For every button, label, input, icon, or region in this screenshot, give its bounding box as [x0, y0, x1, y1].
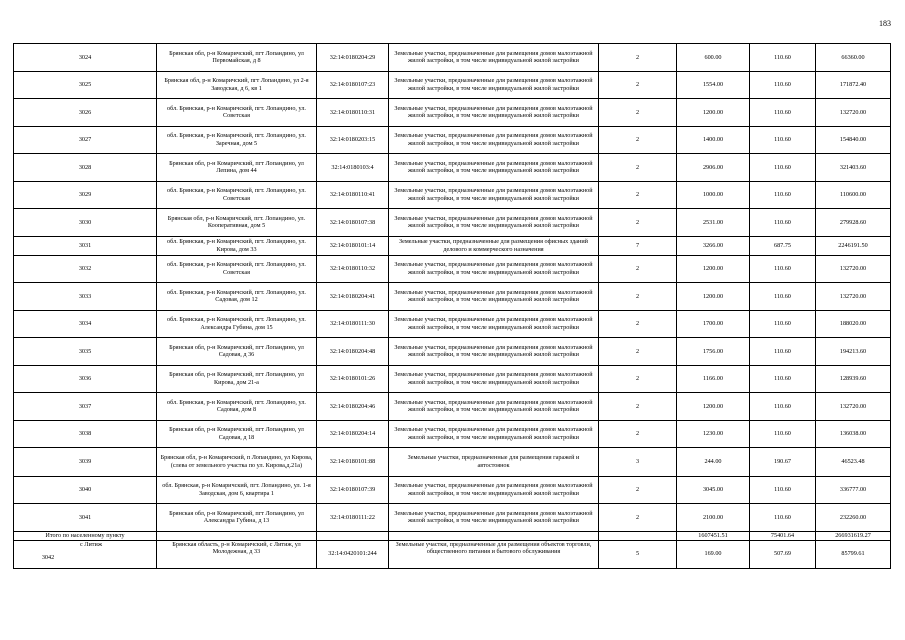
area-cell: 1230.00: [677, 420, 750, 448]
table-row: [14, 209, 891, 237]
row-number: 3030: [14, 209, 157, 237]
value-cell: 46523.48: [816, 448, 891, 477]
group-cell: 2: [599, 154, 677, 182]
land-use-cell: Земельные участки, предназначенные для размещения домов малоэтажной жилой застройки, в том числе индивидуальной жилой застройки: [389, 310, 599, 338]
area-cell: 1756.00: [677, 338, 750, 366]
page-number: 183: [879, 19, 891, 28]
area-cell: 1400.00: [677, 126, 750, 154]
total-empty-cell: [389, 531, 599, 540]
group-cell: 2: [599, 71, 677, 99]
area-cell: 1200.00: [677, 255, 750, 283]
row-number: 3024: [14, 44, 157, 72]
land-use-cell: Земельные участки, предназначенные для размещения домов малоэтажной жилой застройки, в том числе индивидуальной жилой застройки: [389, 338, 599, 366]
row-number: 3026: [14, 99, 157, 127]
table-row: [14, 99, 891, 127]
row-number: 3035: [14, 338, 157, 366]
cadastral-number-cell: 32:14:0180103:4: [317, 154, 389, 182]
address-cell: Брянская обл, р-н Комаричский, пгт. Лопандино, ул. Кооперативная, дом 5: [157, 209, 317, 237]
area-cell: 600.00: [677, 44, 750, 72]
cadastral-number-cell: 32:14:0180101:26: [317, 365, 389, 393]
settlement-name: с Литиж: [80, 540, 103, 548]
group-cell: 3: [599, 448, 677, 477]
address-cell: Брянская обл, р-н Комаричский, пгт Лопандино, ул 2-я Заводская, д 6, кв 1: [157, 71, 317, 99]
price-cell: 190.67: [750, 448, 816, 477]
group-cell: 2: [599, 255, 677, 283]
table-row: [14, 71, 891, 99]
table-row: [14, 283, 891, 311]
row-number-settlement-cell: [14, 540, 157, 568]
row-number: 3040: [14, 476, 157, 504]
land-use-cell: Земельные участки, предназначенные для размещения домов малоэтажной жилой застройки, в том числе индивидуальной жилой застройки: [389, 71, 599, 99]
value-cell: 321403.60: [816, 154, 891, 182]
row-number: 3029: [14, 181, 157, 209]
address-cell: обл. Брянская, р-н Комаричский, пгт. Лопандино, ул. Советская: [157, 181, 317, 209]
land-use-cell: Земельные участки, предназначенные для размещения объектов торговли, общественного питания и бытового обслуживания: [389, 540, 599, 568]
address-cell: обл. Брянская, р-н Комаричский, пгт. Лопандино, ул. Александра Губина, дом 15: [157, 310, 317, 338]
value-cell: 171872.40: [816, 71, 891, 99]
cadastral-number-cell: 32:14:0180107:23: [317, 71, 389, 99]
value-cell: 232260.00: [816, 504, 891, 532]
cadastral-number-cell: 32:14:0180101:88: [317, 448, 389, 477]
area-cell: 1000.00: [677, 181, 750, 209]
value-cell: 154840.00: [816, 126, 891, 154]
price-cell: 110.60: [750, 420, 816, 448]
price-cell: 110.60: [750, 338, 816, 366]
cadastral-number-cell: 32:14:0180110:31: [317, 99, 389, 127]
value-cell: 132720.00: [816, 255, 891, 283]
cadastral-number-cell: 32:14:0180204:29: [317, 44, 389, 72]
value-cell: 2246191.50: [816, 236, 891, 255]
value-cell: 132720.00: [816, 99, 891, 127]
area-cell: 3045.00: [677, 476, 750, 504]
land-use-cell: Земельные участки, предназначенные для размещения домов малоэтажной жилой застройки, в том числе индивидуальной жилой застройки: [389, 283, 599, 311]
table-row: [14, 126, 891, 154]
table-row: [14, 338, 891, 366]
price-cell: 110.60: [750, 255, 816, 283]
value-cell: 66360.00: [816, 44, 891, 72]
total-empty-cell: [599, 531, 677, 540]
land-use-cell: Земельные участки, предназначенные для размещения домов малоэтажной жилой застройки, в том числе индивидуальной жилой застройки: [389, 365, 599, 393]
price-cell: 110.60: [750, 99, 816, 127]
address-cell: Брянская обл, р-н Комаричский, пгт Лопандино, ул Садовая, д 18: [157, 420, 317, 448]
group-cell: 2: [599, 44, 677, 72]
area-cell: 3266.00: [677, 236, 750, 255]
total-empty-cell: [317, 531, 389, 540]
area-cell: 1200.00: [677, 99, 750, 127]
table-row: [14, 181, 891, 209]
address-cell: Брянская обл, р-н Комаричский, пгт Лопандино, ул Лепина, дом 44: [157, 154, 317, 182]
cadastral-number-cell: 32:14:0180204:46: [317, 393, 389, 421]
price-cell: 110.60: [750, 393, 816, 421]
group-cell: 2: [599, 181, 677, 209]
cadastral-number-cell: 32:14:0180101:14: [317, 236, 389, 255]
address-cell: обл. Брянская, р-н Комаричский, пгт. Лопандино, ул. Заречная, дом 5: [157, 126, 317, 154]
table-row: [14, 255, 891, 283]
area-cell: 2531.00: [677, 209, 750, 237]
price-cell: 110.60: [750, 476, 816, 504]
address-cell: обл. Брянская, р-н Комаричский, пгт. Лопандино, ул. Кирова, дом 33: [157, 236, 317, 255]
total-price: 75401.64: [750, 531, 816, 540]
land-use-cell: Земельные участки, предназначенные для размещения домов малоэтажной жилой застройки, в том числе индивидуальной жилой застройки: [389, 209, 599, 237]
price-cell: 110.60: [750, 310, 816, 338]
group-cell: 2: [599, 476, 677, 504]
cadastral-number-cell: 32:14:0180107:38: [317, 209, 389, 237]
cadastral-value-table: [13, 43, 891, 569]
table-body: [14, 44, 891, 569]
address-cell: обл. Брянская, р-н Комаричский, пгт. Лопандино, ул. 1-я Заводская, дом 6, квартира 1: [157, 476, 317, 504]
price-cell: 110.60: [750, 209, 816, 237]
address-cell: обл. Брянская, р-н Комаричский, пгт. Лопандино, ул. Садовая, дом 8: [157, 393, 317, 421]
value-cell: 132720.00: [816, 393, 891, 421]
total-value: 266931619.27: [816, 531, 891, 540]
table-row: [14, 393, 891, 421]
value-cell: 336777.00: [816, 476, 891, 504]
cadastral-number-cell: 32:14:0420101:244: [317, 540, 389, 568]
value-cell: 136038.00: [816, 420, 891, 448]
address-cell: обл. Брянская, р-н Комаричский, пгт. Лопандино, ул. Садовая, дом 12: [157, 283, 317, 311]
address-cell: Брянская обл, р-н Комаричский, пгт Лопандино, ул Александра Губина, д 13: [157, 504, 317, 532]
table-row: [14, 154, 891, 182]
row-number: 3033: [14, 283, 157, 311]
address-cell: обл. Брянская, р-н Комаричский, пгт. Лопандино, ул. Советская: [157, 255, 317, 283]
land-use-cell: Земельные участки, предназначенные для размещения домов малоэтажной жилой застройки, в том числе индивидуальной жилой застройки: [389, 181, 599, 209]
group-cell: 2: [599, 209, 677, 237]
area-cell: 2906.00: [677, 154, 750, 182]
price-cell: 687.75: [750, 236, 816, 255]
value-cell: 128939.60: [816, 365, 891, 393]
group-cell: 2: [599, 99, 677, 127]
value-cell: 188020.00: [816, 310, 891, 338]
value-cell: 110600.00: [816, 181, 891, 209]
group-cell: 2: [599, 420, 677, 448]
row-number: 3028: [14, 154, 157, 182]
group-cell: 2: [599, 393, 677, 421]
cadastral-number-cell: 32:14:0180111:30: [317, 310, 389, 338]
row-number: 3034: [14, 310, 157, 338]
cadastral-number-cell: 32:14:0180204:48: [317, 338, 389, 366]
total-label: Итого по населенному пункту: [14, 531, 157, 540]
group-cell: 2: [599, 283, 677, 311]
price-cell: 110.60: [750, 126, 816, 154]
row-number: 3031: [14, 236, 157, 255]
table-row: [14, 365, 891, 393]
cadastral-number-cell: 32:14:0180111:22: [317, 504, 389, 532]
price-cell: 110.60: [750, 283, 816, 311]
row-number: 3032: [14, 255, 157, 283]
address-cell: Брянская область, р-н Комаричский, с Литиж, ул Молодежная, д 33: [157, 540, 317, 568]
value-cell: 132720.00: [816, 283, 891, 311]
area-cell: 1554.00: [677, 71, 750, 99]
group-cell: 2: [599, 365, 677, 393]
table-row: [14, 420, 891, 448]
area-cell: 1200.00: [677, 393, 750, 421]
row-number: 3025: [14, 71, 157, 99]
table-row: [14, 476, 891, 504]
value-cell: 194213.60: [816, 338, 891, 366]
address-cell: обл. Брянская, р-н Комаричский, пгт. Лопандино, ул. Советская: [157, 99, 317, 127]
land-use-cell: Земельные участки, предназначенные для размещения гаражей и автостоянок: [389, 448, 599, 477]
address-cell: Брянская обл, р-н Комаричский, п Лопандино, ул Кирова, (слева от земельного участка по ул. Кирова,д.21а): [157, 448, 317, 477]
address-cell: Брянская обл, р-н Комаричский, пгт Лопандино, ул Кирова, дом 21-а: [157, 365, 317, 393]
total-empty-cell: [157, 531, 317, 540]
value-cell: 279928.60: [816, 209, 891, 237]
group-cell: 2: [599, 504, 677, 532]
row-number: 3041: [14, 504, 157, 532]
group-cell: 7: [599, 236, 677, 255]
row-number: 3036: [14, 365, 157, 393]
land-use-cell: Земельные участки, предназначенные для размещения домов малоэтажной жилой застройки, в том числе индивидуальной жилой застройки: [389, 99, 599, 127]
cadastral-number-cell: 32:14:0180204:14: [317, 420, 389, 448]
cadastral-number-cell: 32:14:0180110:32: [317, 255, 389, 283]
group-cell: 5: [599, 540, 677, 568]
land-use-cell: Земельные участки, предназначенные для размещения домов малоэтажной жилой застройки, в том числе индивидуальной жилой застройки: [389, 504, 599, 532]
row-number: 3042: [41, 553, 55, 561]
group-cell: 2: [599, 338, 677, 366]
table-row: [14, 540, 891, 568]
cadastral-number-cell: 32:14:0180110:41: [317, 181, 389, 209]
price-cell: 110.60: [750, 71, 816, 99]
price-cell: 110.60: [750, 504, 816, 532]
address-cell: Брянская обл, р-н Комаричский, пгт Лопандино, ул Первомайская, д 8: [157, 44, 317, 72]
row-number: 3037: [14, 393, 157, 421]
price-cell: 110.60: [750, 44, 816, 72]
price-cell: 110.60: [750, 154, 816, 182]
cadastral-number-cell: 32:14:0180203:15: [317, 126, 389, 154]
row-number: 3038: [14, 420, 157, 448]
price-cell: 110.60: [750, 365, 816, 393]
land-use-cell: Земельные участки, предназначенные для размещения домов малоэтажной жилой застройки, в том числе индивидуальной жилой застройки: [389, 126, 599, 154]
area-cell: 1166.00: [677, 365, 750, 393]
cadastral-number-cell: 32:14:0180204:41: [317, 283, 389, 311]
area-cell: 244.00: [677, 448, 750, 477]
land-use-cell: Земельные участки, предназначенные для размещения домов малоэтажной жилой застройки, в том числе индивидуальной жилой застройки: [389, 420, 599, 448]
table-row: [14, 236, 891, 255]
land-use-cell: Земельные участки, предназначенные для размещения домов малоэтажной жилой застройки, в том числе индивидуальной жилой застройки: [389, 393, 599, 421]
price-cell: 110.60: [750, 181, 816, 209]
total-row: [14, 531, 891, 540]
table-row: [14, 448, 891, 477]
table-row: [14, 44, 891, 72]
row-number: 3027: [14, 126, 157, 154]
row-number: 3039: [14, 448, 157, 477]
total-area: 1607451.51: [677, 531, 750, 540]
land-use-cell: Земельные участки, предназначенные для размещения домов малоэтажной жилой застройки, в том числе индивидуальной жилой застройки: [389, 44, 599, 72]
land-use-cell: Земельные участки, предназначенные для размещения домов малоэтажной жилой застройки, в том числе индивидуальной жилой застройки: [389, 476, 599, 504]
area-cell: 1200.00: [677, 283, 750, 311]
group-cell: 2: [599, 310, 677, 338]
land-use-cell: Земельные участки, предназначенные для размещения домов малоэтажной жилой застройки, в том числе индивидуальной жилой застройки: [389, 255, 599, 283]
cadastral-number-cell: 32:14:0180107:39: [317, 476, 389, 504]
table-row: [14, 310, 891, 338]
area-cell: 169.00: [677, 540, 750, 568]
area-cell: 1700.00: [677, 310, 750, 338]
area-cell: 2100.00: [677, 504, 750, 532]
value-cell: 85799.61: [816, 540, 891, 568]
table-row: [14, 504, 891, 532]
address-cell: Брянская обл, р-н Комаричский, пгт Лопандино, ул Садовая, д 36: [157, 338, 317, 366]
price-cell: 507.69: [750, 540, 816, 568]
group-cell: 2: [599, 126, 677, 154]
land-use-cell: Земельные участки, предназначенные для размещения офисных зданий делового и коммерческого назначения: [389, 236, 599, 255]
land-use-cell: Земельные участки, предназначенные для размещения домов малоэтажной жилой застройки, в том числе индивидуальной жилой застройки: [389, 154, 599, 182]
